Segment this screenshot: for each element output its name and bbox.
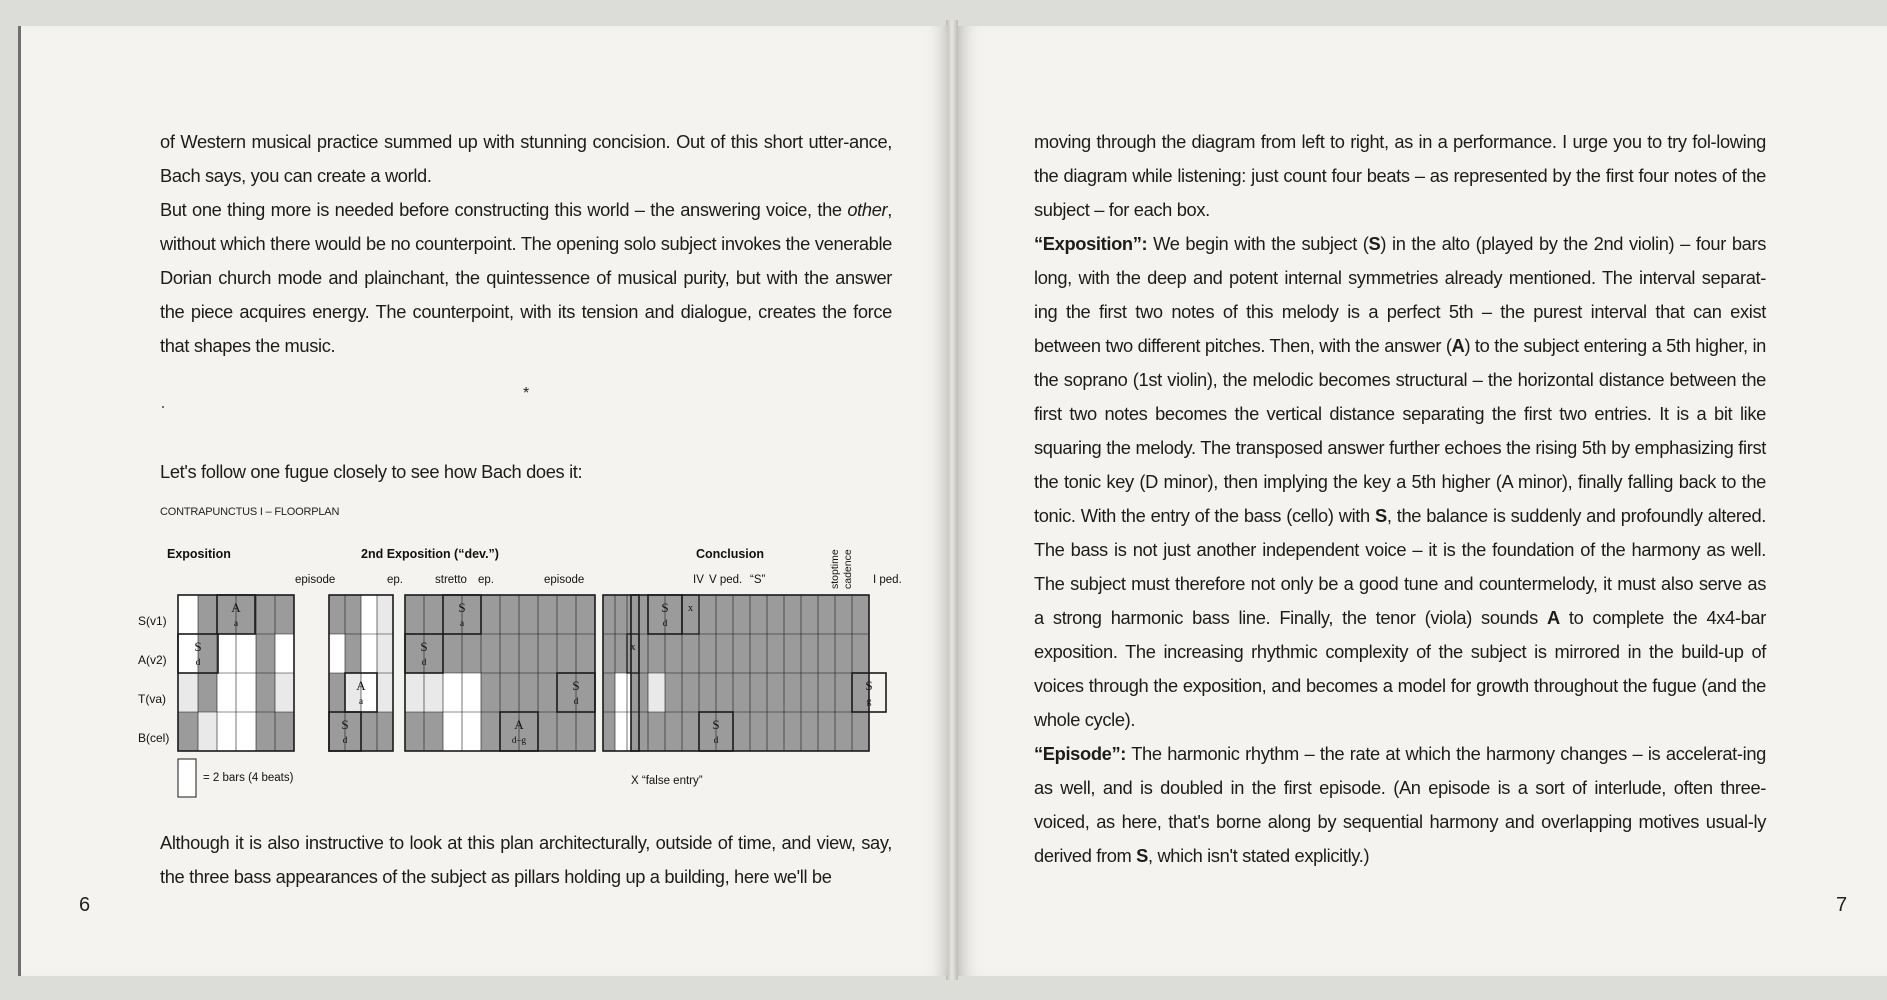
floorplan-cell xyxy=(275,712,294,751)
left-paragraph-2 xyxy=(160,193,892,363)
floorplan-cell xyxy=(217,634,236,673)
floorplan-cell xyxy=(405,595,424,634)
exposition-text-e: to complete the 4x4-bar exposition. The increasing rhythmic complexity of the subject is mirrored in the build-up of voices through the exposition, and becomes a model for growth throughout the fugue (and the whole cycle). xyxy=(1034,607,1766,730)
floorplan-cell xyxy=(648,712,665,751)
segment-label-v-ped: V ped. xyxy=(709,574,743,586)
section-ornament: * xyxy=(523,385,530,402)
floorplan-cell xyxy=(648,634,665,673)
episode-text-a: The harmonic rhythm – the rate at which the harmony changes – is accelerat-ing as well, and is doubled in the first episode. (An episode is a sort of interlude, often three-voiced, as here, that's borne along by sequential harmony and overlapping motives usual-ly derived from xyxy=(1034,743,1766,866)
entry-mark: S xyxy=(420,639,428,654)
segment-label-episode-1: episode xyxy=(295,574,336,586)
left-text-block-top xyxy=(160,125,892,363)
floorplan-cell xyxy=(443,634,462,673)
page-number-left: 6 xyxy=(79,894,91,916)
left-closing-paragraph: Although it is also instructive to look at this plan architecturally, outside of time, and view, say, the three bass appearances of the subject as pillars holding up a building, here we'll be xyxy=(160,832,892,887)
left-text-block-bottom xyxy=(160,826,892,894)
exposition-symbol-a: A xyxy=(1451,335,1465,356)
right-paragraph-exposition xyxy=(1034,227,1766,737)
floorplan-cell xyxy=(178,673,198,712)
right-paragraph-1: moving through the diagram from left to right, as in a performance. I urge you to try fol-lowing the diagram while listening: just count four beats – as represented by the first four notes of the subject – for each box. xyxy=(1034,131,1766,220)
floorplan-cell xyxy=(275,595,294,634)
floorplan-cell xyxy=(682,595,699,634)
floorplan-cell xyxy=(217,712,236,751)
floorplan-cell xyxy=(424,595,443,634)
floorplan-cell xyxy=(682,673,699,712)
left-paragraph-2-start: But one thing more is needed before constructing this world – the answering voice, the xyxy=(160,199,848,220)
floorplan-cell xyxy=(818,595,835,634)
entry-key: d xyxy=(342,736,348,746)
floorplan-cell xyxy=(519,595,538,634)
entry-mark: S xyxy=(458,600,466,615)
floorplan-cell xyxy=(424,712,443,751)
entry-key: d xyxy=(195,658,201,668)
false-entry-mark: x xyxy=(688,603,693,614)
segment-label-ep-2: ep. xyxy=(478,574,494,586)
floorplan-cell xyxy=(178,712,198,751)
entry-mark: A xyxy=(514,717,524,732)
floorplan-cell xyxy=(699,673,716,712)
floorplan-cell xyxy=(217,673,236,712)
floorplan-cell xyxy=(750,634,767,673)
floorplan-cell xyxy=(852,712,869,751)
floorplan-cell xyxy=(750,595,767,634)
floorplan-cell xyxy=(784,595,801,634)
floorplan-figure xyxy=(121,531,926,811)
figure-title: CONTRAPUNCTUS I – FLOORPLAN xyxy=(160,506,340,518)
segment-label-stoptime: stoptime xyxy=(829,549,841,589)
legend-box xyxy=(178,759,196,797)
floorplan-cell xyxy=(481,673,500,712)
floorplan-cell xyxy=(538,673,557,712)
floorplan-cell xyxy=(603,712,615,751)
exposition-text-b: ) in the alto (played by the 2nd violin) – four bars long, with the deep and potent internal symmetries already mentioned. The interval separat-ing the first two notes of this melody is a perfect 5th – the purest interval that can exist between two different pitches. Then, with the answer ( xyxy=(1034,233,1766,356)
entry-key: d xyxy=(573,697,579,707)
floorplan-cell xyxy=(377,634,393,673)
floorplan-cell xyxy=(377,712,393,751)
floorplan-cell xyxy=(733,595,750,634)
floorplan-cell xyxy=(750,712,767,751)
exposition-symbol-a-2: A xyxy=(1546,607,1560,628)
segment-label-stretto: stretto xyxy=(435,574,467,586)
floorplan-cell xyxy=(345,595,361,634)
floorplan-cell xyxy=(576,595,595,634)
floorplan-cell xyxy=(682,712,699,751)
floorplan-cell xyxy=(361,634,377,673)
floorplan-cell xyxy=(801,673,818,712)
floorplan-cell xyxy=(361,712,377,751)
floorplan-cell xyxy=(557,595,576,634)
floorplan-cell xyxy=(538,595,557,634)
exposition-runin: “Exposition”: xyxy=(1034,233,1148,254)
floorplan-cell xyxy=(615,712,627,751)
floorplan-cell xyxy=(733,673,750,712)
voice-label-bass: B(cel) xyxy=(138,731,170,745)
page-number-right: 7 xyxy=(1836,894,1848,916)
entry-key: g xyxy=(866,697,872,707)
floorplan-cell xyxy=(835,595,852,634)
floorplan-cell xyxy=(256,595,275,634)
entry-mark: A xyxy=(356,678,366,693)
exposition-text-a: We begin with the subject ( xyxy=(1147,233,1369,254)
floorplan-cell xyxy=(603,595,615,634)
floorplan-cell xyxy=(236,673,256,712)
segment-label-i-ped: I ped. xyxy=(873,574,902,586)
entry-key: d–g xyxy=(511,736,527,746)
floorplan-cell xyxy=(329,634,345,673)
voice-label-soprano: S(v1) xyxy=(138,614,167,628)
legend-box-label: = 2 bars (4 beats) xyxy=(203,772,294,784)
voice-label-alto: A(v2) xyxy=(138,653,167,667)
floorplan-cell xyxy=(198,595,217,634)
floorplan-cell xyxy=(665,634,682,673)
floorplan-cell xyxy=(481,634,500,673)
floorplan-cell xyxy=(682,634,699,673)
section-label-conclusion: Conclusion xyxy=(696,547,765,561)
entry-key: a xyxy=(358,697,364,707)
exposition-symbol-s: S xyxy=(1368,233,1381,254)
section-label-2nd-exposition: 2nd Exposition (“dev.”) xyxy=(361,547,499,561)
floorplan-cell xyxy=(767,595,784,634)
entry-mark: S xyxy=(572,678,580,693)
floorplan-cell xyxy=(443,712,462,751)
floorplan-cell xyxy=(852,634,869,673)
entry-key: a xyxy=(459,619,465,629)
floorplan-cell xyxy=(345,634,361,673)
entry-key: d xyxy=(662,619,668,629)
floorplan-cell xyxy=(519,673,538,712)
floorplan-cell xyxy=(818,673,835,712)
floorplan-cell xyxy=(462,673,481,712)
floorplan-cell xyxy=(801,595,818,634)
entry-mark: S xyxy=(194,639,202,654)
floorplan-cell xyxy=(818,712,835,751)
floorplan-cell xyxy=(275,634,294,673)
floorplan-cell xyxy=(733,712,750,751)
floorplan-cell xyxy=(462,634,481,673)
floorplan-cell xyxy=(481,595,500,634)
floorplan-cell xyxy=(236,634,256,673)
left-page xyxy=(18,26,949,976)
floorplan-cell xyxy=(377,673,393,712)
entry-key: a xyxy=(233,619,239,629)
floorplan-cell xyxy=(767,673,784,712)
right-paragraph-episode xyxy=(1034,737,1766,873)
floorplan-cell xyxy=(767,712,784,751)
floorplan-cell xyxy=(443,673,462,712)
floorplan-cell xyxy=(665,712,682,751)
episode-text-b: , which isn't stated explicitly.) xyxy=(1147,845,1370,866)
entry-mark: S xyxy=(712,717,720,732)
segment-label-iv: IV xyxy=(693,574,704,586)
voice-label-tenor: T(va) xyxy=(138,692,166,706)
right-text-block xyxy=(1034,125,1766,873)
floorplan-cell xyxy=(784,712,801,751)
floorplan-cell xyxy=(576,634,595,673)
floorplan-cell xyxy=(603,634,615,673)
section-label-exposition: Exposition xyxy=(167,547,231,561)
floorplan-cell xyxy=(716,634,733,673)
floorplan-cell xyxy=(500,634,519,673)
floorplan-cell xyxy=(405,712,424,751)
floorplan-cell xyxy=(462,712,481,751)
floorplan-cell xyxy=(767,634,784,673)
floorplan-cell xyxy=(801,634,818,673)
left-paragraph-2-end: , without which there would be no counterpoint. The opening solo subject invokes the venerable Dorian church mode and plainchant, the quintessence of musical purity, but with the answer the piece acquires energy. The counterpoint, with its tension and dialogue, creates the force that shapes the music. xyxy=(160,199,892,356)
floorplan-cell xyxy=(716,673,733,712)
exposition-text-c: ) to the subject entering a 5th higher, in the soprano (1st violin), the melodic becomes structural – the horizontal distance between the first two notes becomes the vertical distance separating the first two entries. It is a bit like squaring the melody. The transposed answer further echoes the rising 5th by emphasizing first the tonic key (D minor), then implying the key a 5th higher (A minor), finally falling back to the tonic. With the entry of the bass (cello) with xyxy=(1034,335,1766,526)
floorplan-cell xyxy=(519,634,538,673)
floorplan-cell xyxy=(648,673,665,712)
entry-key: d xyxy=(421,658,427,668)
segment-label-ep-1: ep. xyxy=(387,574,403,586)
floorplan-cell xyxy=(576,712,595,751)
floorplan-cell xyxy=(699,595,716,634)
floorplan-cell xyxy=(377,595,393,634)
entry-mark: A xyxy=(231,600,241,615)
entry-mark: S xyxy=(341,717,349,732)
floorplan-cell xyxy=(835,673,852,712)
floorplan-cell xyxy=(733,634,750,673)
floorplan-cell xyxy=(481,712,500,751)
floorplan-cell xyxy=(500,673,519,712)
floorplan-cell xyxy=(329,673,345,712)
episode-symbol-s: S xyxy=(1136,845,1148,866)
floorplan-cell xyxy=(784,673,801,712)
floorplan-cell xyxy=(615,595,627,634)
floorplan-cell xyxy=(256,634,275,673)
floorplan-cell xyxy=(557,712,576,751)
floorplan-cell xyxy=(784,634,801,673)
floorplan-cell xyxy=(198,673,217,712)
floorplan-cell xyxy=(538,634,557,673)
floorplan-cell xyxy=(424,673,443,712)
floorplan-cell xyxy=(236,712,256,751)
floorplan-cell xyxy=(405,673,424,712)
false-entry-mark: x xyxy=(630,642,636,653)
floorplan-cell xyxy=(329,595,345,634)
floorplan-cell xyxy=(716,595,733,634)
left-intro-line: Let's follow one fugue closely to see how Bach does it: xyxy=(160,461,583,482)
floorplan-cell xyxy=(198,712,217,751)
floorplan-cell xyxy=(603,673,615,712)
segment-label-s-entry: “S” xyxy=(750,574,766,586)
floorplan-cell xyxy=(361,595,377,634)
floorplan-cell xyxy=(835,634,852,673)
floorplan-cell xyxy=(615,673,627,712)
floorplan-cell xyxy=(852,595,869,634)
floorplan-cell xyxy=(615,634,627,673)
episode-runin: “Episode”: xyxy=(1034,743,1126,764)
floorplan-cell xyxy=(750,673,767,712)
floorplan-cell xyxy=(818,634,835,673)
floorplan-cell xyxy=(500,595,519,634)
left-intro-line-block xyxy=(160,455,892,489)
floorplan-cell xyxy=(699,634,716,673)
segment-label-episode-2: episode xyxy=(544,574,585,586)
floorplan-cell xyxy=(538,712,557,751)
left-paragraph-2-italic: other xyxy=(847,199,888,220)
floorplan-cell xyxy=(178,595,198,634)
floorplan-cell xyxy=(275,673,294,712)
left-paragraph-1: of Western musical practice summed up with stunning concision. Out of this short utter-ance, Bach says, you can create a world. xyxy=(160,131,892,186)
legend-false-entry: X “false entry” xyxy=(631,775,703,787)
segment-label-cadence: cadence xyxy=(842,549,854,589)
floorplan-cell xyxy=(835,712,852,751)
floorplan-cell xyxy=(256,712,275,751)
paper-speck xyxy=(162,406,164,408)
entry-key: d xyxy=(713,736,719,746)
floorplan-cell xyxy=(557,634,576,673)
floorplan-cell xyxy=(801,712,818,751)
entry-mark: S xyxy=(661,600,669,615)
right-page xyxy=(958,26,1887,976)
floorplan-svg xyxy=(121,531,926,806)
floorplan-cell xyxy=(665,673,682,712)
exposition-symbol-s-2: S xyxy=(1374,505,1387,526)
entry-mark: S xyxy=(865,678,873,693)
exposition-text-d: , the balance is suddenly and profoundly altered. The bass is not just another independent voice – it is the foundation of the harmony as well. The subject must therefore not only be a good tune and countermelody, it must also serve as a strong harmonic bass line. Finally, the tenor (viola) sounds xyxy=(1034,505,1766,628)
floorplan-cell xyxy=(256,673,275,712)
